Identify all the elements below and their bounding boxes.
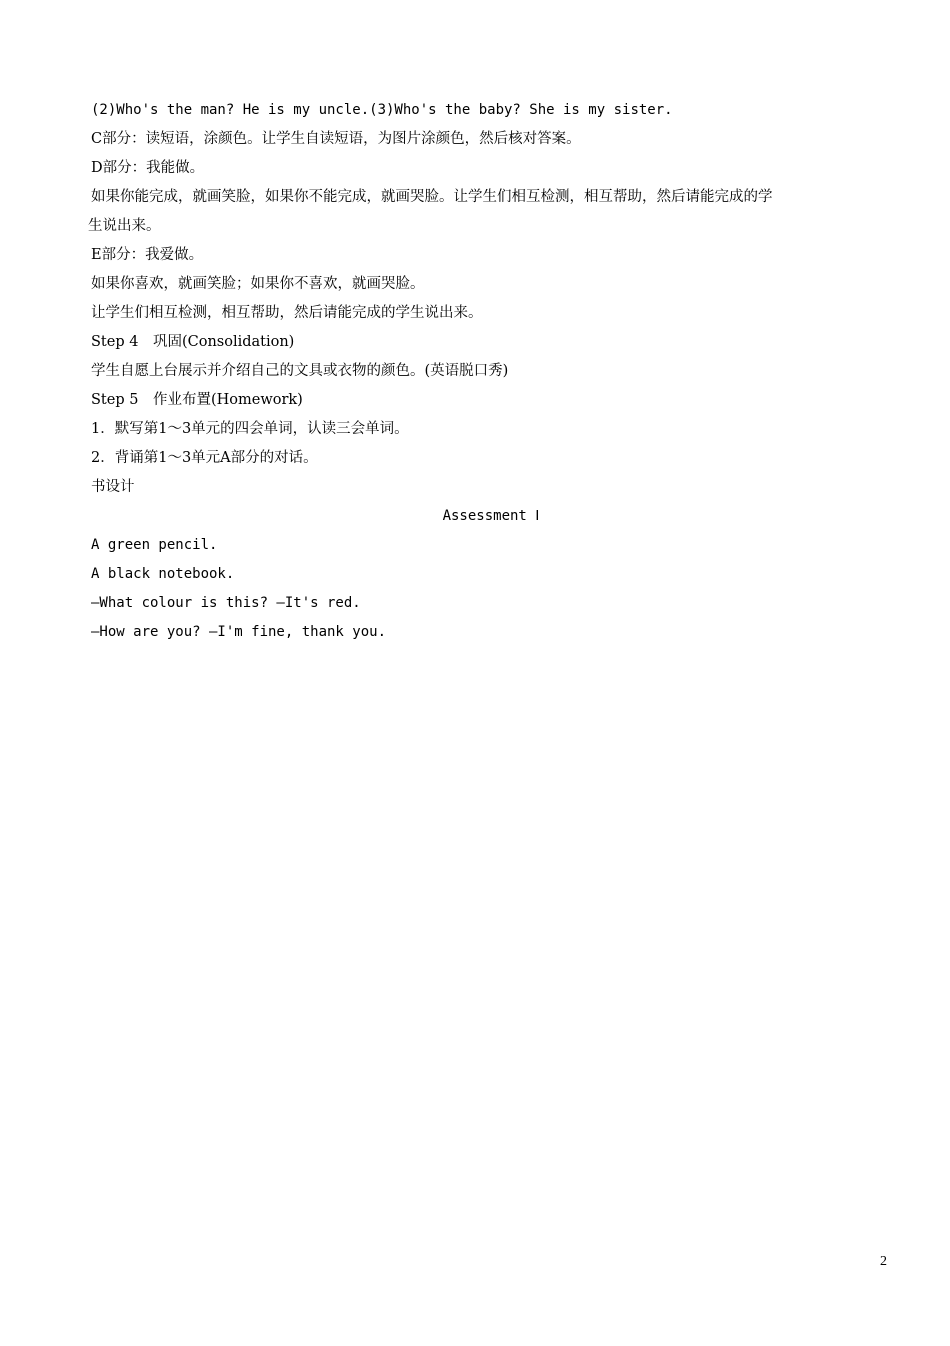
homework-item-2: 2．背诵第1～3单元A部分的对话。	[91, 450, 318, 466]
part-c-instruction: C部分：读短语，涂颜色。让学生自读短语，为图片涂颜色，然后核对答案。	[91, 131, 581, 147]
part-d-instruction	[88, 183, 893, 241]
part-e-heading: E部分：我爱做。	[91, 247, 204, 263]
board-design-heading: 书设计	[91, 479, 135, 495]
dialogue-line-uncle-sister: (2)Who's the man? He is my uncle.(3)Who's the baby? She is my sister.	[91, 102, 673, 118]
board-line-how-are-you: —How are you? —I'm fine, thank you.	[91, 624, 387, 640]
board-line-black-notebook: A black notebook.	[91, 566, 235, 582]
part-e-check: 让学生们相互检测，相互帮助，然后请能完成的学生说出来。	[91, 305, 483, 321]
part-d-instruction-line1: 如果你能完成，就画笑脸，如果你不能完成，就画哭脸。让学生们相互检测，相互帮助，然后请能完成的学	[91, 189, 773, 205]
page-content	[88, 96, 893, 647]
board-title: Assessment Ⅰ	[442, 508, 540, 524]
part-d-instruction-line2: 生说出来。	[88, 218, 161, 234]
step-4-detail: 学生自愿上台展示并介绍自己的文具或衣物的颜色。(英语脱口秀)	[91, 363, 509, 379]
part-e-instruction: 如果你喜欢，就画笑脸；如果你不喜欢，就画哭脸。	[91, 276, 425, 292]
step-4-heading: Step 4 巩固(Consolidation)	[91, 334, 295, 350]
step-5-heading: Step 5 作业布置(Homework)	[91, 392, 303, 408]
homework-item-1: 1．默写第1～3单元的四会单词，认读三会单词。	[91, 421, 409, 437]
page-number: 2	[880, 1254, 887, 1269]
part-d-heading: D部分：我能做。	[91, 160, 205, 176]
board-line-what-colour: —What colour is this? —It's red.	[91, 595, 361, 611]
board-line-green-pencil: A green pencil.	[91, 537, 218, 553]
